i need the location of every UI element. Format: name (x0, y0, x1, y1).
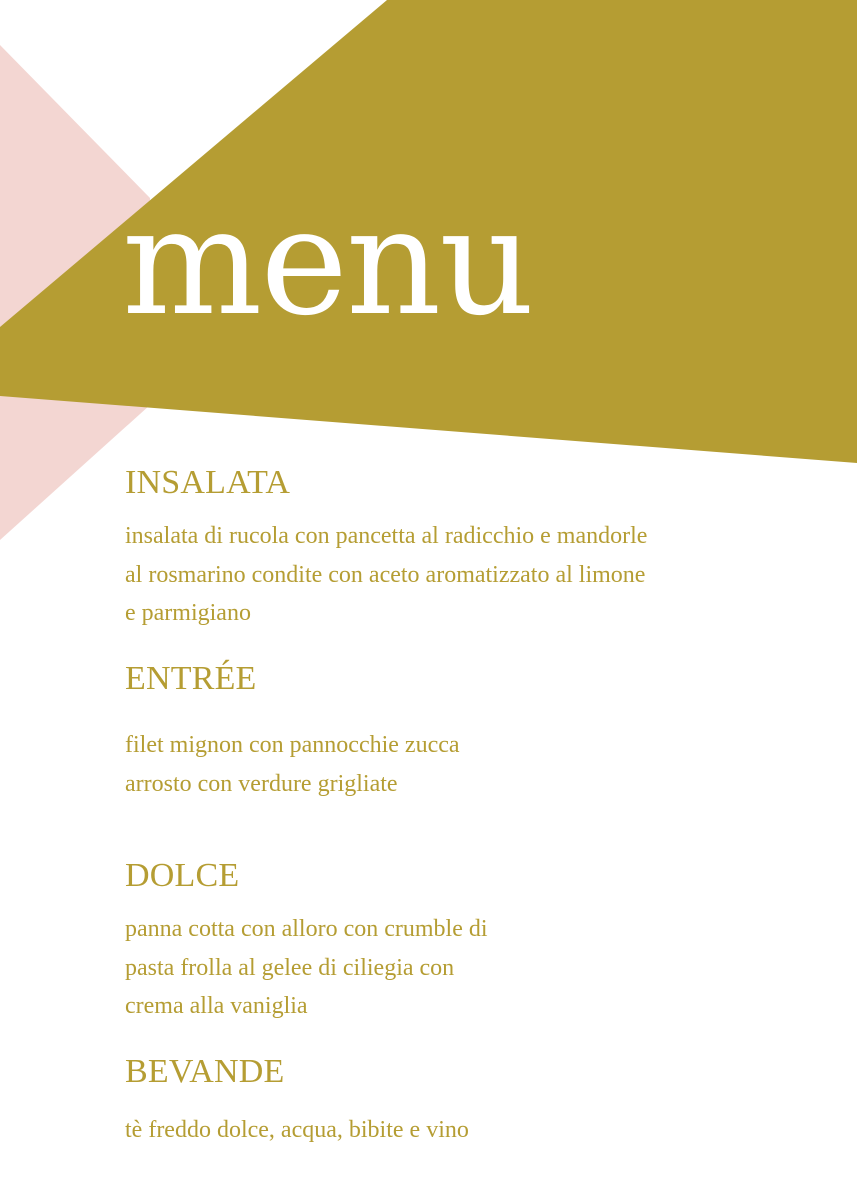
description-line: pasta frolla al gelee di ciliegia con (125, 954, 455, 981)
description-line: arrosto con verdure grigliate (125, 770, 398, 797)
section-description (125, 517, 765, 633)
section-heading: BEVANDE (125, 1053, 285, 1090)
section-description (125, 726, 765, 803)
description-line: tè freddo dolce, acqua, bibite e vino (125, 1117, 469, 1143)
description-line: filet mignon con pannocchie zucca (125, 732, 460, 758)
section-dolce (125, 859, 765, 1026)
section-entree (125, 662, 765, 803)
description-line: crema alla vaniglia (125, 993, 308, 1019)
section-heading: DOLCE (125, 857, 240, 894)
section-insalata (125, 466, 765, 633)
description-line: al rosmarino condite con aceto aromatizzato al limone (125, 561, 646, 588)
description-line: insalata di rucola con pancetta al radicchio e mandorle (125, 523, 648, 549)
section-heading: INSALATA (125, 464, 291, 501)
section-description (125, 1111, 765, 1150)
section-description (125, 910, 765, 1026)
section-heading: ENTRÉE (125, 660, 257, 697)
section-bevande (125, 1055, 765, 1150)
menu-title: menu (122, 176, 533, 348)
description-line: panna cotta con alloro con crumble di (125, 916, 488, 942)
description-line: e parmigiano (125, 600, 251, 626)
